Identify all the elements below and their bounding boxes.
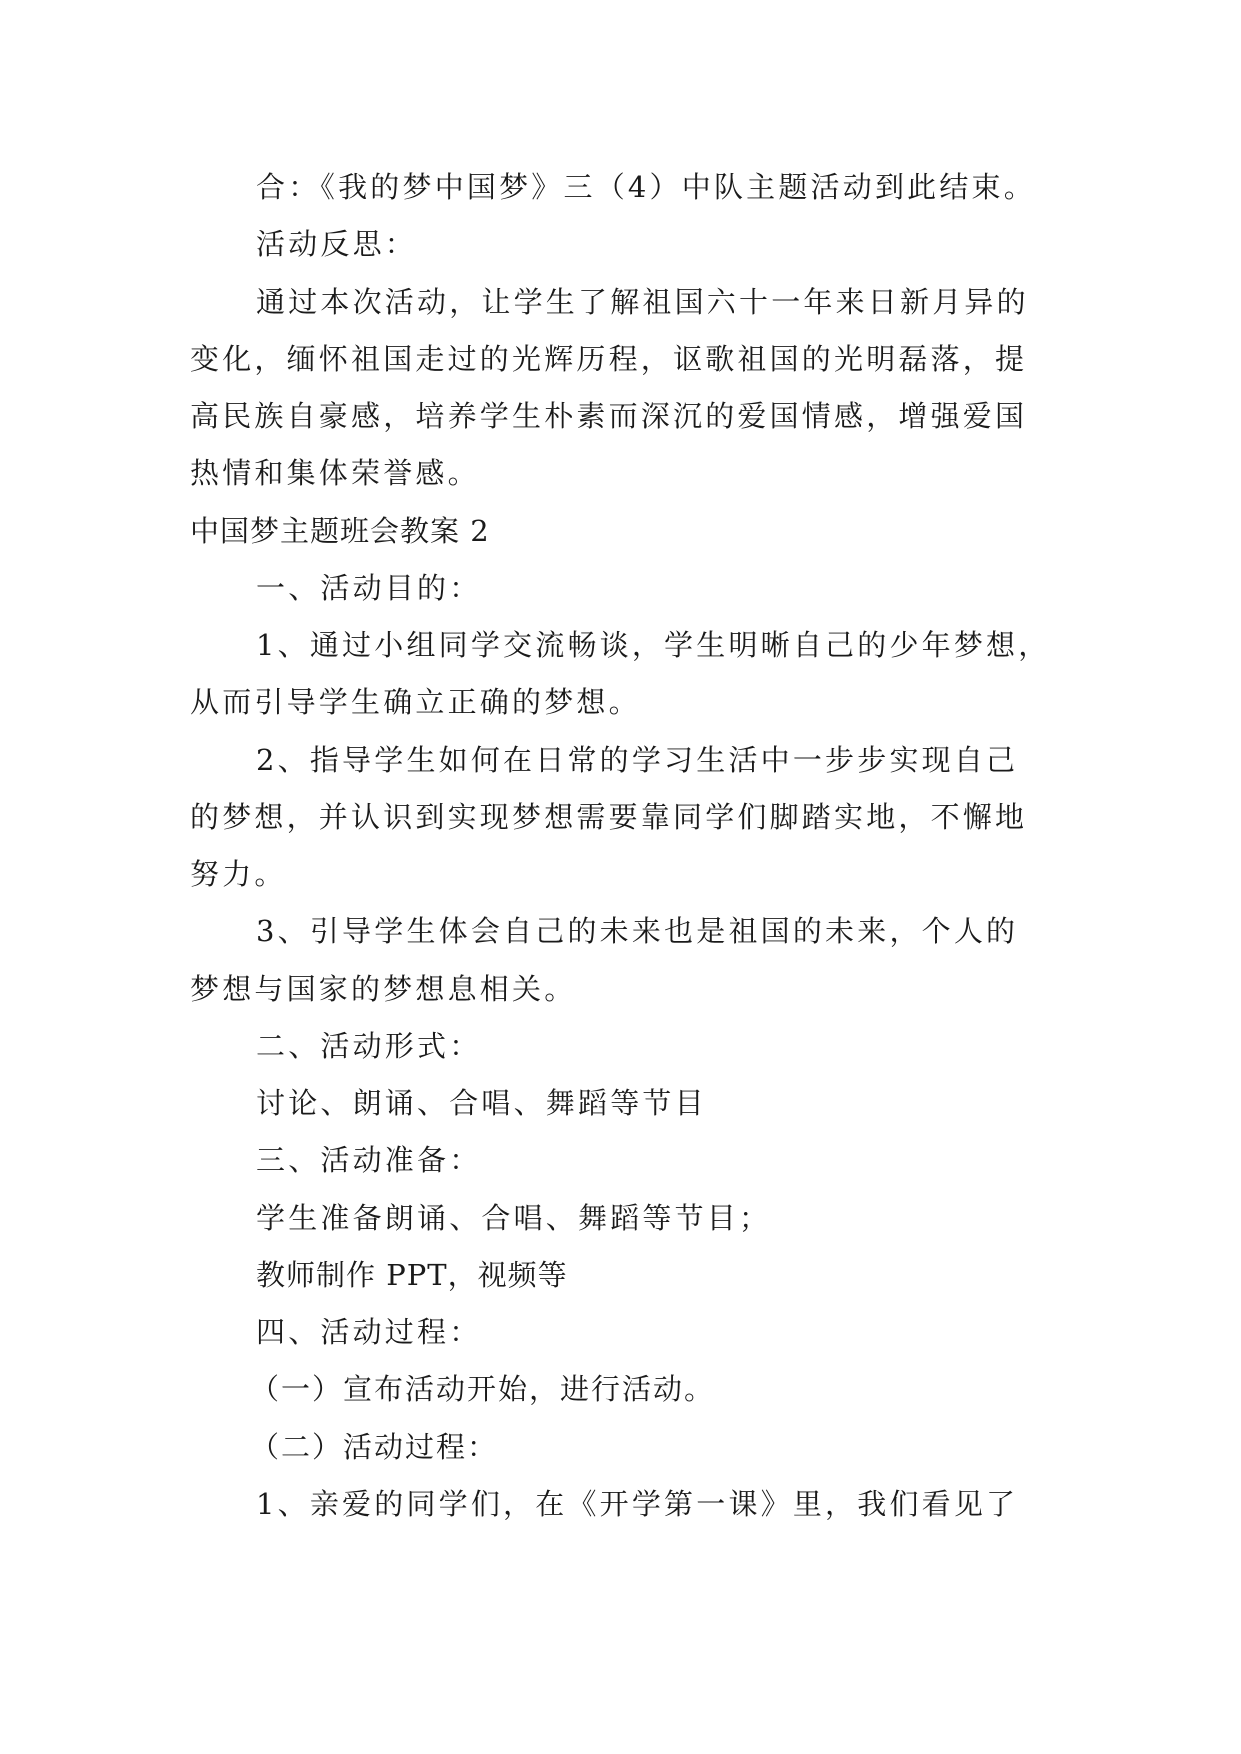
format-text: 讨论、朗诵、合唱、舞蹈等节目: [256, 1086, 707, 1120]
heading-objectives: 一、活动目的：: [256, 571, 482, 605]
objective-2-line-2: 的梦想，并认识到实现梦想需要靠同学们脚踏实地，不懈地: [190, 800, 1028, 834]
reflection-paragraph-line-4: 热情和集体荣誉感。: [190, 456, 480, 490]
reflection-paragraph-line-2: 变化，缅怀祖国走过的光辉历程，讴歌祖国的光明磊落，提: [190, 342, 1028, 376]
closing-line: 合：《我的梦中国梦》三（4）中队主题活动到此结束。: [256, 170, 1036, 204]
heading-preparation: 三、活动准备：: [256, 1143, 482, 1177]
objective-2-line-3: 努力。: [190, 857, 287, 891]
preparation-students: 学生准备朗诵、合唱、舞蹈等节目；: [256, 1201, 772, 1235]
heading-process: 四、活动过程：: [256, 1315, 482, 1349]
process-step-2-line-1: 1、亲爱的同学们，在《开学第一课》里，我们看见了: [256, 1487, 1019, 1521]
reflection-heading: 活动反思：: [256, 227, 418, 261]
objective-3-line-1: 3、引导学生体会自己的未来也是祖国的未来，个人的: [256, 914, 1019, 948]
process-step-1: （一）宣布活动开始，进行活动。: [250, 1372, 716, 1406]
section-title: 中国梦主题班会教案 2: [190, 514, 490, 548]
process-step-2: （二）活动过程：: [250, 1430, 499, 1464]
objective-1-line-2: 从而引导学生确立正确的梦想。: [190, 685, 641, 719]
reflection-paragraph-line-1: 通过本次活动，让学生了解祖国六十一年来日新月异的: [256, 285, 1029, 319]
heading-format: 二、活动形式：: [256, 1029, 482, 1063]
reflection-paragraph-line-3: 高民族自豪感，培养学生朴素而深沉的爱国情感，增强爱国: [190, 399, 1028, 433]
objective-3-line-2: 梦想与国家的梦想息相关。: [190, 972, 577, 1006]
objective-2-line-1: 2、指导学生如何在日常的学习生活中一步步实现自己: [256, 743, 1019, 777]
objective-1-line-1: 1、通过小组同学交流畅谈，学生明晰自己的少年梦想，: [256, 628, 1051, 662]
preparation-teacher: 教师制作 PPT，视频等: [256, 1258, 568, 1292]
